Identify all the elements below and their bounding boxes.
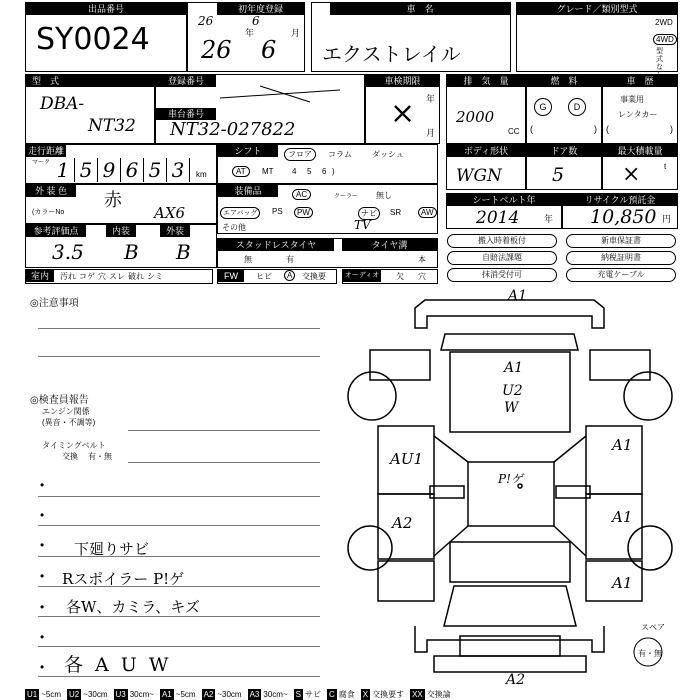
room-item: 汚れ: [60, 272, 76, 281]
exchange-label: 交換: [62, 452, 78, 461]
inspection-label: 車検期限: [366, 75, 439, 87]
type-value-1: DBA-: [40, 94, 85, 114]
reg-no-strike: [220, 82, 360, 106]
fuel-label: 燃 料: [527, 75, 601, 87]
equip-sr: SR: [390, 208, 402, 217]
room-item: コゲ: [79, 272, 95, 281]
drive-none: 型式な: [656, 48, 663, 71]
room-items: [60, 271, 210, 282]
fw-replace: 交換要: [302, 272, 326, 281]
dmg-roof: P!ゲ: [498, 472, 523, 486]
color-code: AX6: [154, 204, 186, 222]
btn-charge-cable: 充電ケーブル: [566, 268, 676, 282]
dmg-right-2: A1: [612, 508, 633, 526]
displacement-value: 2000: [456, 108, 495, 126]
mileage-digits: [52, 158, 192, 182]
fw-crack: ヒビ: [256, 272, 272, 281]
fuel-paren-l: (: [530, 124, 533, 134]
color-value: 赤: [104, 190, 122, 210]
body-value: WGN: [456, 166, 502, 186]
legend-value: 30cm~: [263, 689, 288, 699]
room-item: 破れ: [128, 272, 144, 281]
equip-none: 無し: [376, 191, 392, 200]
room-label: 室内: [26, 270, 54, 282]
chassis-value: NT32-027822: [170, 119, 296, 140]
bullet-5: •: [40, 600, 45, 614]
legend-value: 交換論: [426, 689, 451, 699]
dmg-bonnet-2: U2: [502, 383, 523, 399]
history-paren-l: (: [606, 124, 609, 134]
recycle-unit: 円: [662, 214, 672, 224]
meter-label: マーク: [32, 160, 51, 166]
fw-a: A: [284, 270, 295, 281]
score-label: 参考評価点: [26, 225, 86, 237]
color-note: (カラーNo: [32, 209, 65, 216]
audio-label: オーディオ: [343, 270, 381, 282]
legend-value: サビ: [304, 689, 321, 699]
history-paren-r: ): [670, 124, 673, 134]
timing-label: タイミングベルト: [42, 441, 106, 450]
first-reg-year: 26: [201, 36, 232, 64]
legend-value: 腐食: [338, 689, 355, 699]
fuel-paren-r: ): [594, 124, 597, 134]
mileage-label: 走行距離: [27, 146, 64, 156]
mileage-digit: 3: [167, 158, 190, 182]
bullet-2: •: [40, 508, 45, 522]
month-unit: 月: [291, 28, 301, 38]
bullet-3: •: [40, 538, 45, 552]
inspection-month-unit: 月: [426, 128, 436, 138]
shift-at: AT: [232, 166, 250, 177]
dmg-bonnet-1: A1: [504, 360, 524, 376]
shift-close: ): [332, 167, 335, 176]
shift-5: 5: [307, 167, 312, 176]
notes-title: ◎注意事項: [30, 298, 79, 309]
inspection-year-unit: 年: [426, 94, 436, 104]
legend-value: ~30cm: [83, 689, 108, 699]
exterior-value: B: [176, 240, 191, 264]
history-rental: レンタカー: [618, 110, 658, 119]
report-title: ◎検査員報告: [30, 395, 89, 406]
fuel-g: G: [534, 98, 552, 116]
legend-key: U2: [69, 689, 80, 699]
studless-label: スタッドレスタイヤ: [218, 239, 334, 251]
legend-key: A3: [249, 689, 260, 699]
grade-label: グレード／類別型式: [517, 3, 677, 15]
seatbelt-unit: 年: [544, 214, 554, 224]
lot-number: SY0024: [36, 22, 150, 57]
inspection-value: ×: [390, 96, 416, 131]
dmg-left-rear: A2: [392, 514, 413, 532]
km-label: km: [196, 170, 207, 179]
fuel-d: D: [568, 98, 586, 116]
recycle-value: 10,850: [590, 206, 657, 228]
btn-new-warranty: 新車保証書: [566, 234, 676, 248]
dmg-left-front: AU1: [390, 450, 424, 468]
studless-none: 無: [244, 255, 252, 264]
shift-mt: MT: [262, 167, 274, 176]
legend-key: A2: [203, 689, 214, 699]
legend-key: C: [328, 689, 335, 699]
report-item-1: 下廻りサビ: [74, 540, 150, 558]
dmg-right-3: A1: [612, 574, 633, 592]
audio-hole: 穴: [418, 272, 426, 281]
interior-value: B: [124, 240, 139, 264]
cc-unit: CC: [508, 127, 520, 136]
shift-dash: ダッシュ: [372, 150, 404, 159]
btn-arrival-plate: 搬入時着板付: [447, 234, 557, 248]
seatbelt-label: シートベルト年: [447, 194, 561, 206]
dmg-bonnet-3: W: [504, 400, 519, 416]
equip-cooler: クーラー: [334, 194, 359, 200]
report-item-2: Rスポイラー P!ゲ: [62, 570, 185, 588]
engine-label-2: (異音・不調等): [42, 418, 96, 427]
type-value-2: NT32: [88, 116, 136, 136]
doors-value: 5: [552, 164, 565, 186]
bullet-1: •: [40, 478, 45, 492]
recycle-label: リサイクル預託金: [563, 194, 677, 206]
displacement-label: 排 気 量: [447, 75, 525, 87]
legend-value: 交換要す: [372, 689, 405, 699]
body-label: ボディ形状: [447, 145, 525, 157]
equip-navi: ナビ: [358, 207, 380, 220]
report-item-5: 各 A U W: [64, 654, 172, 676]
bullet-7: •: [40, 660, 45, 674]
legend-value: ~30cm: [217, 689, 242, 699]
exterior-label: 外装: [160, 225, 190, 237]
shift-floor: フロア: [284, 148, 316, 161]
first-reg-month: 6: [261, 36, 277, 64]
reg-no-label: 登録番号: [156, 75, 216, 87]
car-name-label: 車 名: [330, 3, 510, 15]
legend-value: ~5cm: [175, 689, 196, 699]
bullet-4: •: [40, 569, 45, 583]
exchange-value: 有・無: [88, 452, 112, 461]
damage-legend: [25, 688, 700, 700]
fw-label: FW: [218, 270, 244, 282]
equip-aw: AW: [418, 207, 437, 218]
room-item: スレ: [109, 272, 125, 281]
year-unit: 年: [245, 28, 255, 38]
legend-value: ~5cm: [41, 689, 62, 699]
first-reg-year-small: 26: [198, 14, 214, 28]
color-label: 外 装 色: [26, 185, 76, 197]
equip-ps: PS: [272, 207, 283, 216]
legend-key: XX: [412, 689, 423, 699]
interior-label: 内装: [106, 225, 136, 237]
equip-ac: AC: [292, 189, 311, 200]
room-item: シミ: [147, 272, 163, 281]
mileage-digit: 5: [75, 158, 98, 182]
score-value: 3.5: [52, 240, 84, 264]
type-label: 型 式: [26, 75, 154, 87]
studless-yes: 有: [286, 255, 294, 264]
equip-label: 装備品: [218, 185, 278, 197]
room-item: 穴: [98, 272, 106, 281]
btn-insurance: 自賠法課題: [447, 251, 557, 265]
shift-6: 6: [322, 167, 327, 176]
legend-key: U1: [27, 689, 38, 699]
dmg-right-1: A1: [612, 436, 633, 454]
btn-cancel-accept: 抹消受付可: [447, 268, 557, 282]
spare-value: 有・無: [638, 649, 662, 658]
legend-key: S: [295, 689, 301, 699]
legend-key: A1: [161, 689, 172, 699]
dmg-rear: A2: [506, 672, 526, 688]
shift-column: コラム: [328, 150, 352, 159]
bullet-6: •: [40, 630, 45, 644]
legend-key: U3: [115, 689, 126, 699]
history-label: 車 歴: [603, 75, 677, 87]
seatbelt-value: 2014: [476, 208, 520, 228]
capacity-unit: t: [664, 162, 667, 171]
chassis-label: 車台番号: [156, 108, 216, 120]
lot-label: 出品番号: [26, 3, 186, 15]
history-business: 事業用: [620, 95, 644, 104]
capacity-label: 最大積載量: [603, 145, 677, 157]
engine-label-1: エンジン関係: [42, 407, 90, 416]
mileage-digit: 1: [52, 158, 75, 182]
first-reg-month-small: 6: [252, 14, 260, 28]
report-item-3: 各W、カミラ、キズ: [66, 598, 200, 616]
first-reg-label: 初年度登録: [217, 3, 304, 15]
equip-airbag: エアバッグ: [220, 207, 260, 219]
tire-label: タイヤ溝: [342, 239, 437, 251]
doors-label: ドア数: [527, 145, 601, 157]
mileage-digit: 5: [144, 158, 167, 182]
dmg-front: A1: [508, 288, 528, 304]
btn-tax-cert: 納税証明書: [566, 251, 676, 265]
mileage-digit: 6: [121, 158, 144, 182]
car-name: エクストレイル: [322, 42, 461, 66]
capacity-value: ×: [622, 162, 641, 187]
legend-value: 30cm~: [129, 689, 154, 699]
shift-label: シフト: [218, 145, 278, 157]
mileage-digit: 9: [98, 158, 121, 182]
drive-2wd: 2WD: [655, 18, 673, 27]
other-label: その他: [222, 223, 246, 232]
equip-pw: PW: [294, 207, 313, 218]
audio-missing: 欠: [396, 272, 404, 281]
spare-label: スペア: [641, 623, 665, 632]
other-value: TV: [354, 218, 371, 232]
legend-key: X: [362, 689, 369, 699]
tire-unit: 本: [418, 255, 426, 264]
drive-4wd: 4WD: [653, 34, 677, 45]
shift-4: 4: [292, 167, 297, 176]
